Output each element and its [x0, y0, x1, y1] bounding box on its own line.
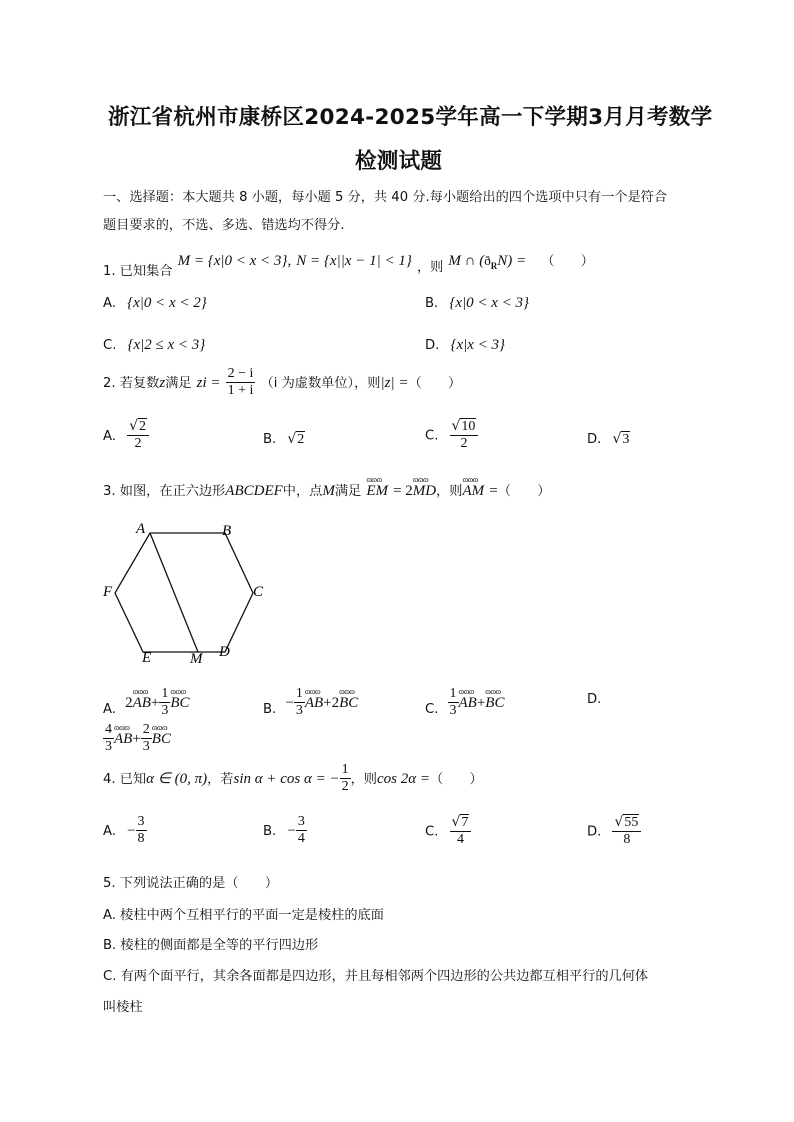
option-label: C. [425, 428, 439, 444]
sqrt-symbol: √ [287, 431, 297, 447]
section-intro-line2: 题目要求的，不选、多选、错选均不得分. [103, 218, 345, 233]
q1-option-c[interactable] [103, 334, 205, 354]
vector-arrow: ɷɷɷ [114, 722, 130, 733]
sqrt-symbol: √ [451, 814, 461, 830]
q3-then: ，则 [436, 484, 463, 499]
q2-a-num [127, 418, 149, 436]
option-label: A. [103, 296, 116, 311]
frac-den: 3 [161, 703, 169, 719]
q2-abs: |z| = [380, 375, 409, 392]
q2-option-b[interactable] [263, 428, 305, 448]
vector-text: AB [114, 731, 133, 748]
q3-mid: 中，点 [282, 484, 323, 499]
q3-b-vec-bc [339, 686, 359, 712]
q1-sub-r: R [490, 261, 498, 272]
vector-text: EM [366, 483, 388, 499]
question-5-stem: 5. 下列说法正确的是（ ） [103, 876, 279, 891]
q1-blank: （ ） [541, 254, 594, 269]
q1-option-a[interactable] [103, 292, 207, 312]
q4-cond: α ∈ (0, π) [146, 771, 208, 788]
q3-d-vec-ab [114, 722, 133, 748]
q1-option-b[interactable] [425, 292, 529, 312]
q3-b-coef2: 2 [331, 695, 340, 712]
option-label: D. [425, 338, 440, 353]
frac-den: 2 [341, 779, 349, 795]
vertex-label-b: B [222, 523, 232, 539]
plus: + [150, 695, 160, 712]
q4-option-b[interactable] [263, 814, 307, 847]
q2-option-c[interactable] [425, 418, 478, 452]
q3-d-frac2 [141, 722, 152, 755]
frac-num: 4 [103, 722, 114, 739]
sqrt-symbol: √ [612, 431, 622, 447]
question-1-stem [103, 250, 594, 279]
q2-blank: （ ） [408, 376, 462, 392]
q4-option-a[interactable] [103, 814, 147, 847]
q3-c-vec-ab [458, 686, 477, 712]
q4-stem-text: 4. 已知 [103, 772, 147, 788]
frac-den: 3 [295, 703, 303, 719]
q4-ask: cos 2α = [376, 771, 430, 788]
minus: − [285, 695, 294, 712]
frac-num: 3 [136, 814, 147, 831]
q3-hex: ABCDEF [225, 483, 283, 499]
option-label: B. [425, 296, 439, 311]
vector-text: BC [485, 695, 505, 712]
q4-a-frac [136, 814, 147, 847]
vector-arrow: ɷɷɷ [366, 474, 382, 484]
vector-text: AB [132, 695, 151, 712]
q4-then: ，则 [350, 772, 377, 788]
vector-arrow: ɷɷɷ [462, 474, 478, 484]
q2-option-a[interactable] [103, 418, 149, 452]
option-label: B. [263, 702, 277, 718]
frac-num [612, 814, 641, 832]
vertex-label-c: C [253, 584, 264, 600]
option-label: D. [587, 432, 602, 447]
vector-text: BC [170, 695, 190, 712]
vertex-label-a: A [136, 521, 146, 537]
plus: + [132, 731, 141, 748]
option-label: C. [103, 338, 117, 353]
plus: + [323, 695, 332, 712]
frac-den: 3 [142, 739, 150, 755]
q3-blank: （ ） [497, 484, 551, 499]
q3-option-d[interactable] [103, 722, 171, 755]
q2-c-num [450, 418, 479, 436]
radicand: 7 [461, 815, 469, 830]
section-intro-line1: 一、选择题：本大题共 8 小题，每小题 5 分，共 40 分.每小题给出的四个选项中只有一个是符合 [103, 190, 668, 205]
hexagon-shape [115, 533, 253, 652]
vector-arrow: ɷɷɷ [151, 722, 168, 733]
page-title-line2: 检测试题 [355, 149, 443, 174]
question-4-stem [103, 762, 483, 795]
q3-d-frac1 [103, 722, 114, 755]
q3-b-vec-ab [304, 686, 324, 712]
frac-den: 8 [137, 831, 145, 847]
vertex-label-e: E [142, 650, 152, 666]
q2-num: 2 − i [226, 366, 256, 383]
frac-num [450, 814, 472, 832]
q3-stem-text: 3. 如图，在正六边形 [103, 484, 226, 499]
q4-blank: （ ） [429, 772, 483, 788]
q4-d-frac [612, 814, 641, 848]
frac-den: 4 [297, 831, 305, 847]
option-label: B. [263, 432, 277, 447]
q4-c-frac [450, 814, 472, 848]
q3-vec-md [412, 474, 437, 500]
q2-d-root [612, 428, 630, 447]
vector-arrow: ɷɷɷ [339, 686, 355, 697]
minus: − [127, 823, 136, 840]
vertex-label-d: D [219, 644, 230, 660]
vector-arrow: ɷɷɷ [132, 686, 148, 697]
q1-stem-text: 1. 已知集合 [103, 264, 173, 279]
q4-option-d[interactable] [587, 814, 641, 848]
q3-c-frac [448, 686, 459, 719]
q1-complement-symbol: ð [484, 253, 491, 268]
q2-fraction [226, 366, 256, 399]
plus: + [476, 695, 486, 712]
q3-c-vec-bc [485, 686, 505, 712]
option-label: A. [103, 428, 116, 444]
q4-eq: sin α + cos α = − [233, 771, 340, 788]
option-text: {x|0 < x < 2} [127, 295, 207, 311]
q3-eq-mid: = 2 [393, 483, 413, 499]
q3-a-vec-ab [132, 686, 151, 712]
q3-option-d-label[interactable]: D. [587, 692, 602, 707]
q2-lhs: zi = [196, 375, 221, 392]
option-label: D. [587, 824, 602, 840]
q1-sep: , [287, 253, 292, 269]
q3-pt: M [322, 483, 335, 499]
q2-stem-text: 2. 若复数 [103, 376, 160, 392]
q2-den: 1 + i [227, 383, 254, 399]
q3-vec-am [462, 474, 485, 500]
q3-option-c[interactable] [425, 686, 504, 719]
frac-den: 8 [623, 832, 631, 848]
option-label: A. [103, 702, 116, 718]
sqrt-symbol: √ [451, 418, 461, 434]
vector-text: MD [412, 483, 437, 499]
vector-text: AM [462, 483, 485, 499]
q3-satisfy: 满足 [334, 484, 362, 499]
q5-option-c-line1[interactable]: C. 有两个面平行，其余各面都是四边形，并且每相邻两个四边形的公共边都互相平行的几何体 [103, 969, 649, 984]
page-title: 浙江省杭州市康桥区2024-2025学年高一下学期3月月考数学 [108, 105, 713, 130]
question-3-stem [103, 474, 551, 500]
q2-c-frac [450, 418, 479, 452]
option-text: {x|x < 3} [450, 337, 506, 353]
q4-if: ，若 [207, 772, 234, 788]
hexagon-figure [95, 515, 275, 675]
question-2-stem [103, 366, 461, 399]
q3-d-vec-bc [151, 722, 171, 748]
q1-option-d[interactable] [425, 334, 505, 354]
vector-arrow: ɷɷɷ [412, 474, 429, 484]
q3-eq: = [489, 483, 498, 499]
q1-set-m: M = {x|0 < x < 3} [177, 253, 288, 269]
q3-option-b[interactable] [263, 686, 358, 719]
frac-num: 1 [294, 686, 305, 703]
q1-then: ，则 [416, 260, 444, 275]
q2-option-d[interactable] [587, 428, 630, 448]
option-text: {x|0 < x < 3} [449, 295, 530, 311]
frac-num: 1 [448, 686, 459, 703]
radicand: 55 [624, 815, 639, 830]
minus: − [287, 823, 296, 840]
q3-a-coef: 2 [125, 695, 133, 712]
vector-text: AB [304, 695, 324, 712]
q5-option-c-line2: 叫棱柱 [103, 1000, 143, 1015]
q3-a-vec-bc [170, 686, 190, 712]
vector-text: BC [339, 695, 359, 712]
radicand: 3 [622, 432, 630, 447]
q5-option-b[interactable]: B. 棱柱的侧面都是全等的平行四边形 [103, 938, 319, 953]
q2-var: z [159, 375, 166, 392]
vertex-label-f: F [103, 584, 113, 600]
radicand: 2 [139, 419, 146, 434]
q1-set-n: N = {x||x − 1| < 1} [296, 253, 412, 269]
option-label: C. [425, 824, 439, 840]
radicand: 10 [461, 419, 476, 434]
q4-frac [340, 762, 351, 795]
q2-satisfy: 满足 [165, 376, 192, 392]
vector-text: BC [151, 731, 171, 748]
sqrt-symbol: √ [129, 418, 138, 434]
q2-a-den: 2 [134, 436, 142, 452]
q2-a-frac [127, 418, 149, 452]
q2-c-den: 2 [460, 436, 468, 452]
frac-den: 4 [456, 832, 464, 848]
option-text: {x|2 ≤ x < 3} [127, 337, 206, 353]
q3-vec-em [366, 474, 388, 500]
vector-text: AB [458, 695, 477, 712]
frac-num: 1 [159, 686, 170, 703]
q1-expr: M ∩ ( [448, 253, 485, 269]
q3-option-a[interactable] [103, 686, 190, 719]
q4-b-frac [296, 814, 307, 847]
q5-option-a[interactable]: A. 棱柱中两个互相平行的平面一定是棱柱的底面 [103, 908, 384, 923]
frac-den: 3 [449, 703, 457, 719]
q2-note: （i 为虚数单位），则 [260, 376, 381, 392]
vector-arrow: ɷɷɷ [304, 686, 321, 697]
frac-den: 3 [105, 739, 112, 755]
option-label: C. [425, 702, 439, 718]
radicand: 2 [297, 432, 305, 447]
option-label: B. [263, 824, 277, 840]
frac-num: 2 [141, 722, 152, 739]
frac-num: 3 [296, 814, 307, 831]
q3-a-frac [159, 686, 170, 719]
point-label-m: M [190, 651, 203, 667]
vector-arrow: ɷɷɷ [458, 686, 474, 697]
q3-b-frac [294, 686, 305, 719]
q4-option-c[interactable] [425, 814, 471, 848]
q2-b-root [287, 428, 305, 447]
vector-arrow: ɷɷɷ [170, 686, 186, 697]
option-label: A. [103, 824, 116, 840]
frac-num: 1 [340, 762, 351, 779]
vector-arrow: ɷɷɷ [485, 686, 501, 697]
q1-expr-end: N) = [497, 253, 527, 269]
segment-am [150, 533, 198, 652]
sqrt-symbol: √ [614, 814, 624, 830]
